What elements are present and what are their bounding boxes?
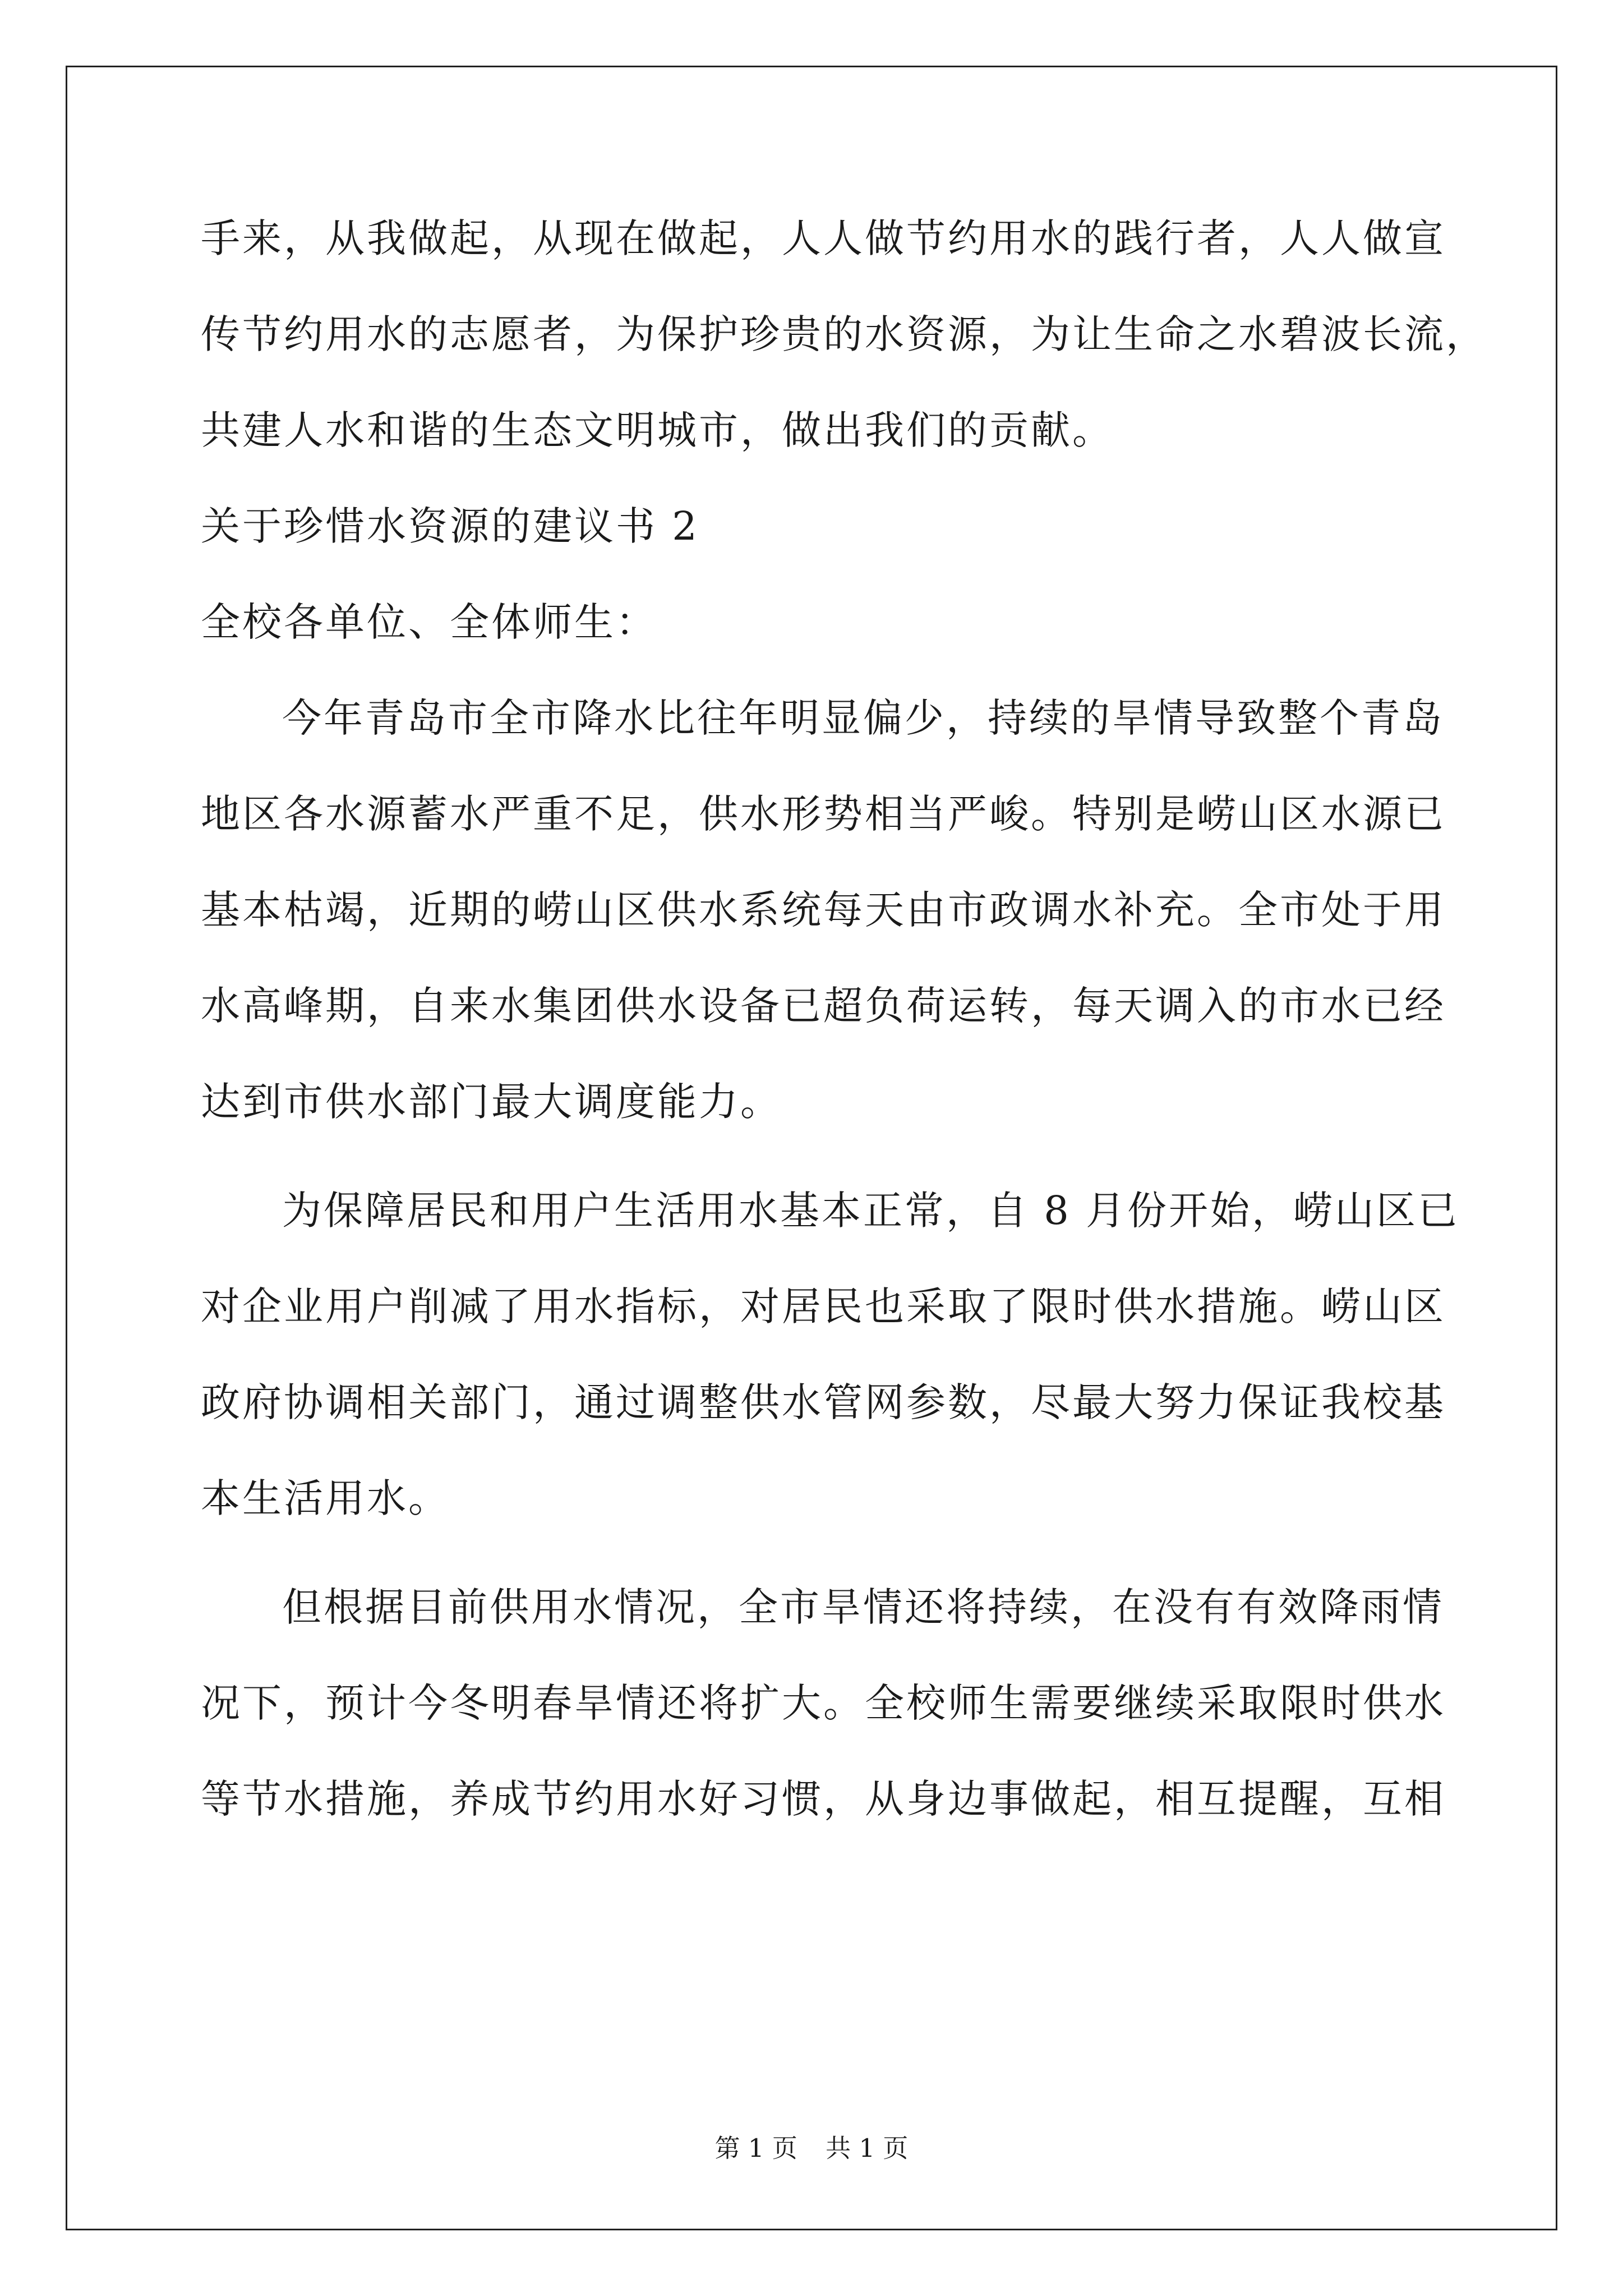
page-total: 共 1 页 xyxy=(826,2133,909,2163)
page-footer xyxy=(0,2132,1623,2165)
section-heading: 关于珍惜水资源的建议书 2 xyxy=(201,503,699,549)
text-line: 为保障居民和用户生活用水基本正常，自 8 月份开始，崂山区已 xyxy=(282,1188,1460,1234)
text-line: 传节约用水的志愿者，为保护珍贵的水资源，为让生命之水碧波长流， xyxy=(201,311,1487,357)
text-line: 基本枯竭，近期的崂山区供水系统每天由市政调水补充。全市处于用 xyxy=(201,887,1446,933)
page-number: 第 1 页 xyxy=(714,2133,797,2163)
text-line: 地区各水源蓄水严重不足，供水形势相当严峻。特别是崂山区水源已 xyxy=(201,791,1446,837)
text-line: 达到市供水部门最大调度能力。 xyxy=(201,1079,782,1125)
document-body xyxy=(201,210,1487,1867)
text-line: 但根据目前供用水情况，全市旱情还将持续，在没有有效降雨情 xyxy=(282,1584,1444,1630)
text-line: 共建人水和谐的生态文明城市，做出我们的贡献。 xyxy=(201,407,1114,453)
text-line: 今年青岛市全市降水比往年明显偏少，持续的旱情导致整个青岛 xyxy=(282,695,1444,741)
text-line: 手来，从我做起，从现在做起，人人做节约用水的践行者，人人做宣 xyxy=(201,215,1446,261)
text-line: 本生活用水。 xyxy=(201,1475,450,1521)
salutation: 全校各单位、全体师生： xyxy=(201,599,657,645)
text-line: 等节水措施，养成节约用水好习惯，从身边事做起，相互提醒，互相 xyxy=(201,1776,1446,1822)
text-line: 政府协调相关部门，通过调整供水管网参数，尽最大努力保证我校基 xyxy=(201,1379,1446,1425)
text-line: 水高峰期，自来水集团供水设备已超负荷运转，每天调入的市水已经 xyxy=(201,983,1446,1029)
text-line: 况下，预计今冬明春旱情还将扩大。全校师生需要继续采取限时供水 xyxy=(201,1680,1446,1726)
text-line: 对企业用户削减了用水指标，对居民也采取了限时供水措施。崂山区 xyxy=(201,1283,1446,1329)
